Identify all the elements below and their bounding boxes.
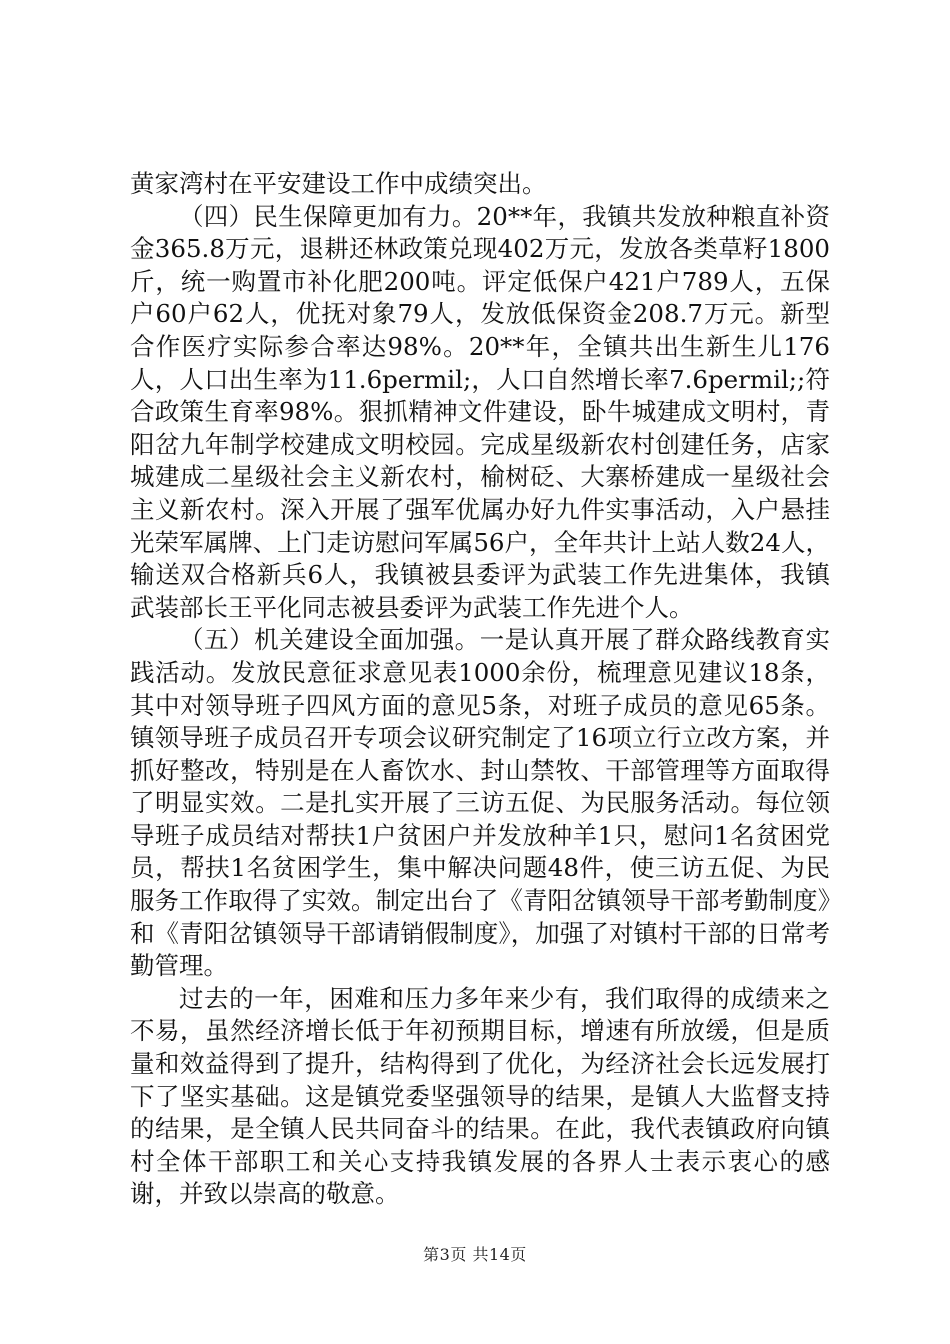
paragraph-2: （四）民生保障更加有力。20**年，我镇共发放种粮直补资金365.8万元，退耕还林政策兑现402万元，发放各类草籽1800斤，统一购置市补化肥200吨。评定低保户421户789人，五保户60户62人，优抚对象79人，发放低保资金208.7万元。新型合作医疗实际参合率达98%。20**年，全镇共出生新生儿176人，人口出生率为11.6permil;，人口自然增长率7.6permil;;符合政策生育率98%。狠抓精神文件建设，卧牛城建成文明村，青阳岔九年制学校建成文明校园。完成星级新农村创建任务，店家城建成二星级社会主义新农村，榆树砭、大寨桥建成一星级社会主义新农村。深入开展了强军优属办好九件实事活动，入户悬挂光荣军属牌、上门走访慰问军属56户，全年共计上站人数24人，输送双合格新兵6人，我镇被县委评为武装工作先进集体，我镇武装部长王平化同志被县委评为武装工作先进个人。 (130, 201, 830, 622)
paragraph-3: （五）机关建设全面加强。一是认真开展了群众路线教育实践活动。发放民意征求意见表1000余份，梳理意见建议18条，其中对领导班子四风方面的意见5条，对班子成员的意见65条。镇领导班子成员召开专项会议研究制定了16项立行立改方案，并抓好整改，特别是在人畜饮水、封山禁牧、干部管理等方面取得了明显实效。二是扎实开展了三访五促、为民服务活动。每位领导班子成员结对帮扶1户贫困户并发放种羊1只，慰问1名贫困党员，帮扶1名贫困学生，集中解决问题48件，使三访五促、为民服务工作取得了实效。制定出台了《青阳岔镇领导干部考勤制度》和《青阳岔镇领导干部请销假制度》，加强了对镇村干部的日常考勤管理。 (130, 625, 830, 981)
paragraph-1: 黄家湾村在平安建设工作中成绩突出。 (130, 169, 547, 198)
document-body (130, 168, 830, 1211)
page-number-footer: 第3页 共14页 (423, 1245, 527, 1264)
paragraph-4: 过去的一年，困难和压力多年来少有，我们取得的成绩来之不易，虽然经济增长低于年初预期目标，增速有所放缓，但是质量和效益得到了提升，结构得到了优化，为经济社会长远发展打下了坚实基础。这是镇党委坚强领导的结果，是镇人大监督支持的结果，是全镇人民共同奋斗的结果。在此，我代表镇政府向镇村全体干部职工和关心支持我镇发展的各界人士表示衷心的感谢，并致以崇高的敬意。 (130, 983, 830, 1209)
